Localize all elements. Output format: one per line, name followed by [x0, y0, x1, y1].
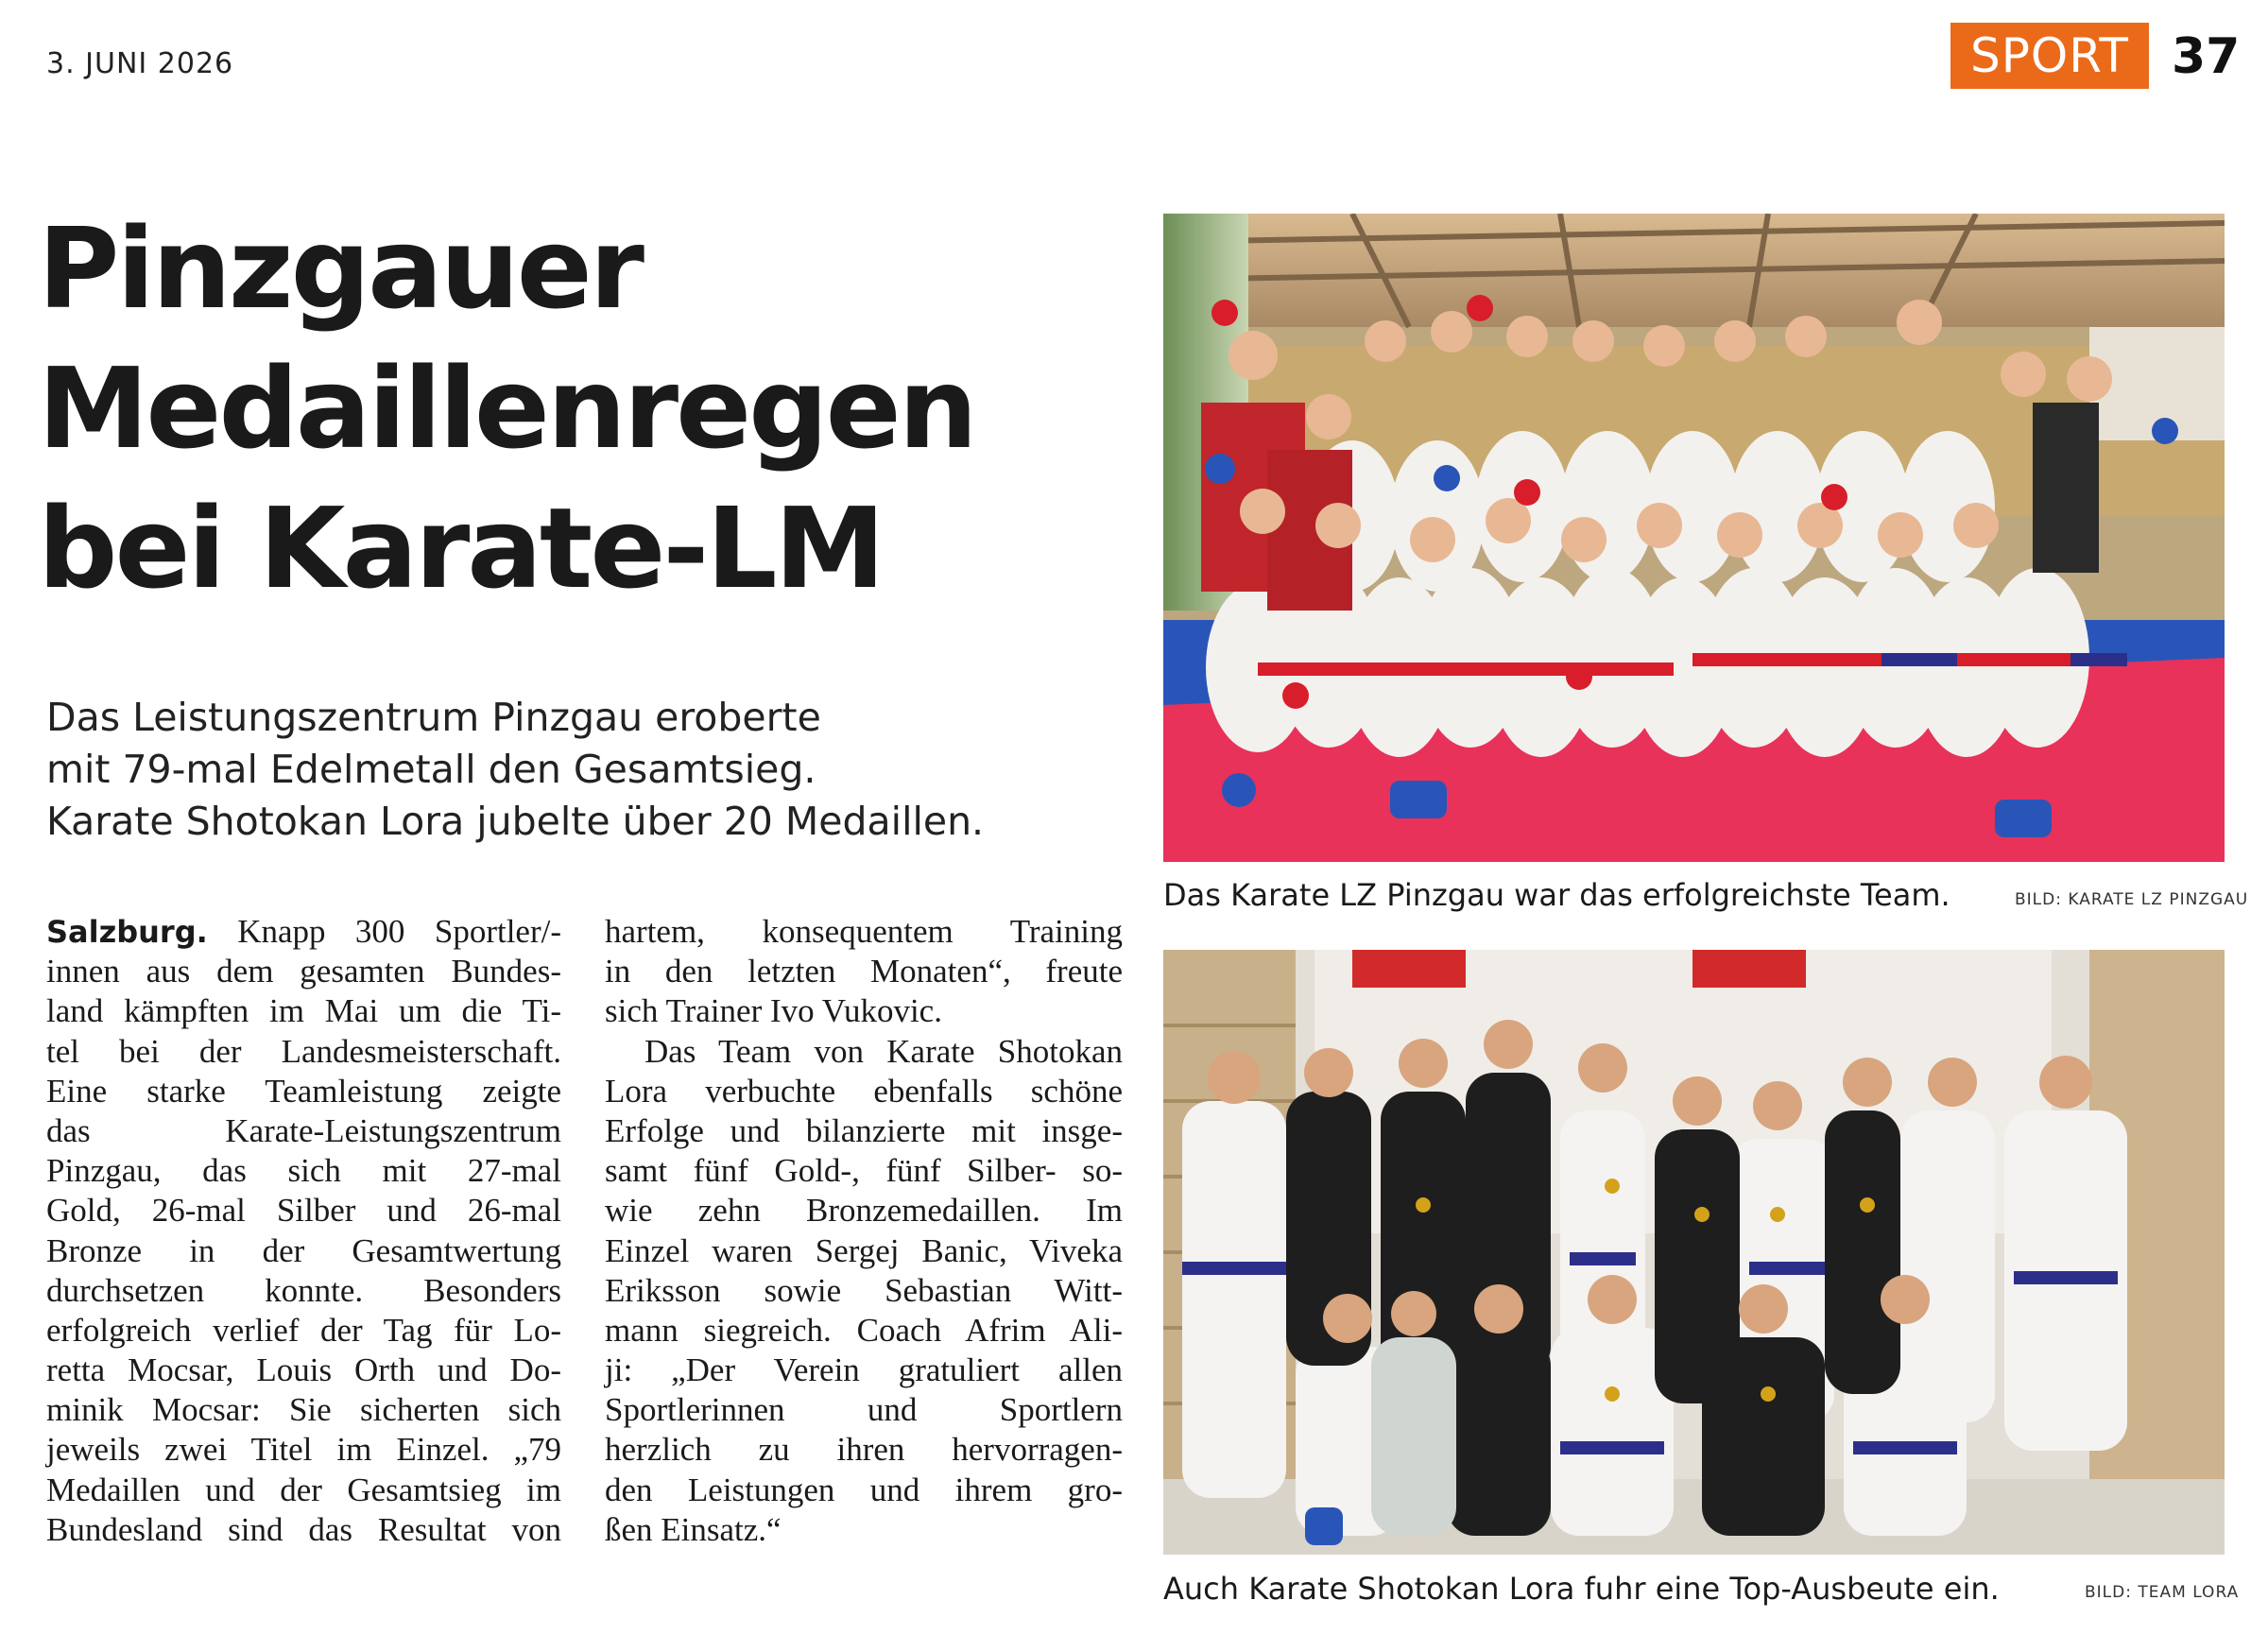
body-line: hartem, konsequentem Training: [605, 913, 1123, 950]
body-text: Knapp 300 Sportler/-: [207, 913, 561, 950]
body-line: erfolgreich verlief der Tag für Lo-: [46, 1311, 561, 1349]
body-line: Das Team von Karate Shotokan: [644, 1032, 1123, 1070]
body-line: minik Mocsar: Sie sicherten sich: [46, 1391, 561, 1429]
photo-credit: BILD: TEAM LORA: [2085, 1583, 2240, 1602]
issue-date: 3. JUNI 2026: [46, 47, 234, 80]
body-line: in den letzten Monaten“, freute: [605, 953, 1123, 990]
body-line: land kämpften im Mai um die Ti-: [46, 992, 561, 1030]
body-line: jeweils zwei Titel im Einzel. „79: [46, 1431, 561, 1469]
section-badge: SPORT: [1950, 23, 2149, 89]
body-line: durchsetzen konnte. Besonders: [46, 1271, 561, 1309]
body-line: Gold, 26-mal Silber und 26-mal: [46, 1192, 561, 1230]
body-line: das Karate-Leistungszentrum: [46, 1111, 561, 1149]
lead-line: Karate Shotokan Lora jubelte über 20 Medaillen.: [46, 799, 985, 844]
body-line: retta Mocsar, Louis Orth und Do-: [46, 1351, 561, 1389]
page-number: 37: [2172, 28, 2241, 85]
lead-paragraph: [46, 692, 1114, 848]
body-line: den Leistungen und ihrem gro-: [605, 1471, 1123, 1508]
body-line: Eine starke Teamleistung zeigte: [46, 1072, 561, 1110]
headline-line: Medaillenregen: [38, 343, 975, 473]
body-line: Einzel waren Sergej Banic, Viveka: [605, 1231, 1123, 1269]
body-line: Eriksson sowie Sebastian Witt-: [605, 1271, 1123, 1309]
body-line: Lora verbuchte ebenfalls schöne: [605, 1072, 1123, 1110]
body-line: tel bei der Landesmeisterschaft.: [46, 1032, 561, 1070]
lead-line: mit 79-mal Edelmetall den Gesamtsieg.: [46, 747, 816, 792]
body-column-2: [605, 912, 1123, 1550]
headline-line: Pinzgauer: [38, 203, 642, 334]
body-line: mann siegreich. Coach Afrim Ali-: [605, 1311, 1123, 1349]
photo-caption: Das Karate LZ Pinzgau war das erfolgreichste Team.: [1163, 877, 1950, 913]
body-line: ßen Einsatz.“: [605, 1510, 782, 1548]
photo-credit: BILD: KARATE LZ PINZGAU: [2015, 890, 2249, 909]
body-line: wie zehn Bronzemedaillen. Im: [605, 1192, 1123, 1230]
body-line: Medaillen und der Gesamtsieg im: [46, 1471, 561, 1508]
photo-caption: Auch Karate Shotokan Lora fuhr eine Top-Ausbeute ein.: [1163, 1571, 2000, 1607]
dateline: Salzburg.: [46, 914, 208, 950]
body-line: Bundesland sind das Resultat von: [46, 1510, 561, 1548]
team-photo-shotokan-lora: [1163, 950, 2225, 1555]
headline-line: bei Karate-LM: [38, 483, 883, 613]
body-column-1: [46, 912, 561, 1550]
team-photo-lz-pinzgau: [1163, 214, 2225, 862]
body-line: herzlich zu ihren hervorragen-: [605, 1431, 1123, 1469]
body-line: Erfolge und bilanzierte mit insge-: [605, 1111, 1123, 1149]
lead-line: Das Leistungszentrum Pinzgau eroberte: [46, 695, 821, 740]
body-line: Pinzgau, das sich mit 27-mal: [46, 1152, 561, 1190]
body-line: [46, 912, 561, 952]
body-line: innen aus dem gesamten Bundes-: [46, 953, 561, 990]
body-line: ji: „Der Verein gratuliert allen: [605, 1351, 1123, 1389]
body-line: sich Trainer Ivo Vukovic.: [605, 992, 942, 1030]
body-line: samt fünf Gold-, fünf Silber- so-: [605, 1152, 1123, 1190]
headline: [38, 198, 1115, 618]
body-line: Sportlerinnen und Sportlern: [605, 1391, 1123, 1429]
body-line: Bronze in der Gesamtwertung: [46, 1231, 561, 1269]
